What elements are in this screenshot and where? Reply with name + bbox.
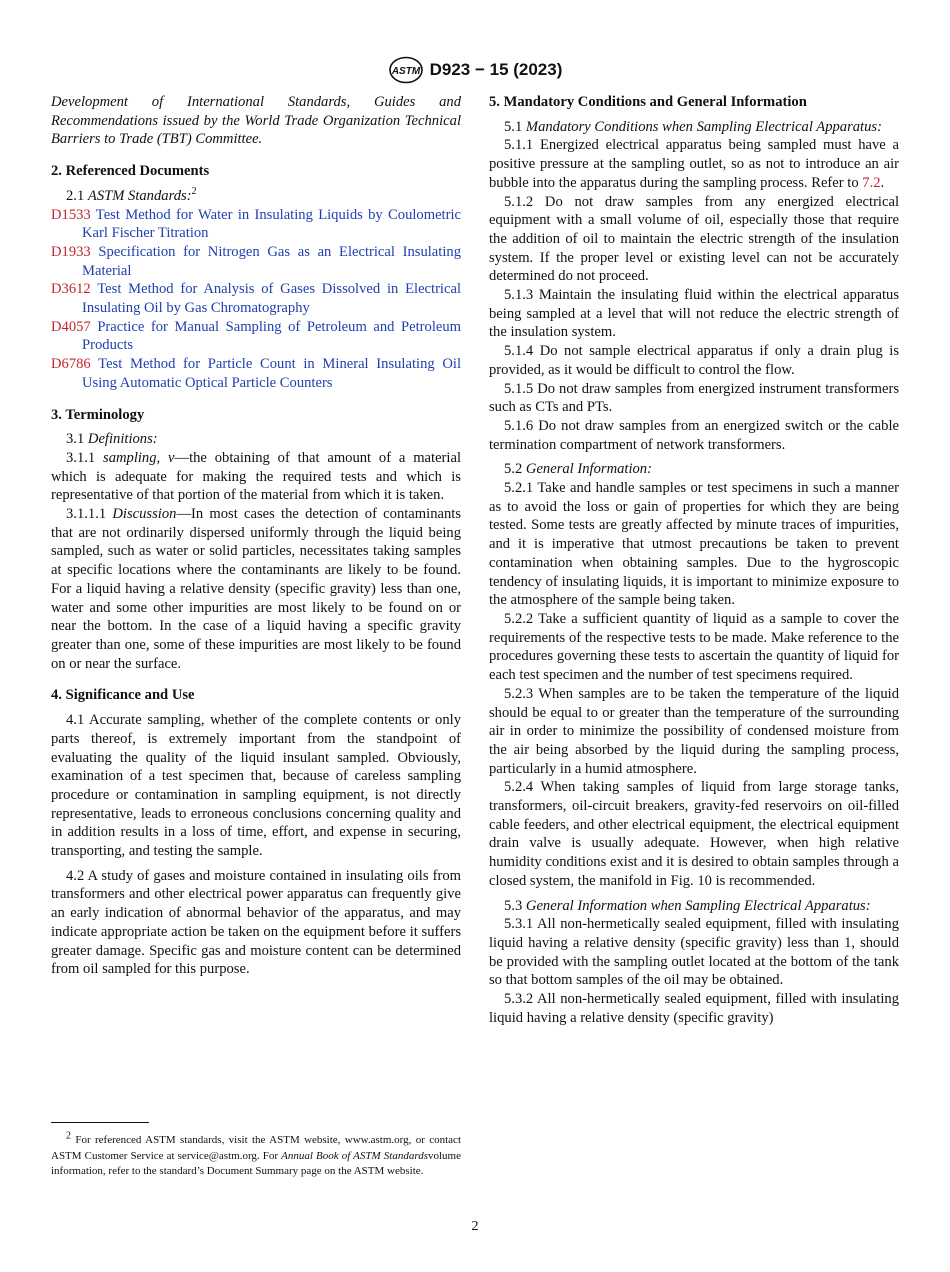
paragraph-4-1: 4.1 Accurate sampling, whether of the complete contents or only parts thereof, is extremely important from the standpoint of evaluating the quality of the liquid insulant sampled. Obviously, examination of a test specimen that, because of careless sampling procedure or contamination in sampling equipment, is not directly representative, leads to erroneous conclusions concerning quality and in addition results in a loss of time, effort, and expense in securing, transporting, and testing the sample. [51, 712, 461, 860]
intro-paragraph: Development of International Standards, Guides and Recommendations issued by the World Trade Organization Technical Barriers to Trade (TBT) Committee. [51, 94, 461, 148]
reference-item[interactable] [51, 280, 461, 317]
reference-item[interactable] [51, 318, 461, 355]
reference-code: D4057 [51, 318, 91, 335]
document-designation: D923 − 15 (2023) [429, 60, 563, 79]
footnote-divider [51, 1122, 149, 1123]
reference-item[interactable] [51, 243, 461, 280]
reference-title: Test Method for Particle Count in Mineral Insulating Oil Using Automatic Optical Particle Counters [82, 356, 462, 391]
section-3-heading: 3. Terminology [51, 406, 145, 423]
paragraph-5-1: 5.1 Mandatory Conditions when Sampling Electrical Apparatus: [504, 118, 882, 135]
reference-title: Specification for Nitrogen Gas as an Electrical Insulating Material [82, 243, 461, 279]
paragraph-5-1-2: 5.1.2 Do not draw samples from any energized electrical equipment with a small volume of oil, especially those that require the addition of oil to maintain the electric strength of the insulation system. If the proper level or existing level can not be accurately determined do not proceed. [489, 193, 899, 285]
astm-logo-text: ASTM [391, 66, 420, 77]
paragraph-5-3-2: 5.3.2 All non-hermetically sealed equipment, filled with insulating liquid having a relative density (specific gravity) [489, 991, 899, 1026]
astm-logo-icon [388, 56, 424, 84]
reference-item[interactable] [51, 206, 461, 243]
reference-title: Test Method for Analysis of Gases Dissolved in Electrical Insulating Oil by Gas Chromatography [82, 281, 461, 317]
footnote: $^2$ For referenced ASTM standards, visit the ASTM website, www.astm.org, or contact ASTM Customer Service at service@astm.org. For Annual Book of ASTM Standardsvolume information, refer to the standard’s Document Summary page on the ASTM website. [51, 1130, 461, 1178]
reference-code: D1933 [51, 243, 91, 260]
cross-reference-link[interactable]: 7.2 [862, 174, 881, 191]
reference-code: D3612 [51, 281, 91, 298]
paragraph-3-1: 3.1 Definitions: [66, 431, 158, 448]
paragraph-5-1-4: 5.1.4 Do not sample electrical apparatus if only a drain plug is provided, as it would be difficult to control the flow. [489, 343, 899, 378]
paragraph-5-2-3: 5.2.3 When samples are to be taken the temperature of the liquid should be equal to or greater than the temperature of the surrounding air in order to minimize the possibility of condensed moisture from the air being absorbed by the liquid during the sampling process, particularly in a humid atmosphere. [489, 685, 899, 777]
paragraph-5-1-3: 5.1.3 Maintain the insulating fluid within the electrical apparatus being sampled at a level that will not reduce the electric strength of the insulation system. [489, 287, 899, 341]
paragraph-5-1-1: 5.1.1 Energized electrical apparatus being sampled must have a positive pressure at the sampling outlet, so as not to introduce an air bubble into the apparatus during the sampling process. Refer to 7.2. [489, 137, 899, 191]
paragraph-5-2-4: 5.2.4 When taking samples of liquid from large storage tanks, transformers, oil-circuit breakers, gravity-fed reservoirs on oil-filled cable feeders, and other electrical equipment, the electrical equipment drain valve is usually adequate. However, when high relative humidity conditions exist and it is desired to obtain samples through a closed system, the manifold in Fig. 10 is recommended. [489, 779, 899, 889]
section-5-heading: 5. Mandatory Conditions and General Information [489, 94, 807, 110]
paragraph-2-1: 2.1 ASTM Standards:$^2$ [66, 185, 197, 204]
paragraph-5-2-1: 5.2.1 Take and handle samples or test specimens in such a manner as to avoid the loss or gain of properties for which they are being tested. Some tests are greatly affected by minute traces of impurities, and it is imperative that utmost precautions be taken to prevent contamination when obtaining samples. Due to the hygroscopic tendency of insulating liquids, it is important to minimize exposure to the atmosphere of the sample being taken. [489, 480, 899, 609]
paragraph-5-1-5: 5.1.5 Do not draw samples from energized instrument transformers such as CTs and PTs. [489, 380, 899, 416]
left-column [51, 93, 461, 979]
paragraph-5-3-1: 5.3.1 All non-hermetically sealed equipment, filled with insulating liquid having a relative density (specific gravity) less than 1, should be provided with the sampling outlet located at the bottom of the tank so that bottom samples of the oil may be obtained. [489, 916, 899, 989]
reference-title: Test Method for Water in Insulating Liquids by Coulometric Karl Fischer Titration [82, 206, 461, 242]
page-header [0, 56, 950, 84]
paragraph-3-1-1-1: 3.1.1.1 Discussion—In most cases the detection of contaminants that are not ordinarily dispersed uniformly through the liquid being sampled, such as water or solid particles, necessitates taking samples at specific locations where the contaminants are likely to be found. For a liquid having a relative density (specific gravity) less than one, water and some other impurities are most likely to be found on or near the bottom. In the case of a liquid having a specific gravity greater than one, some of these impurities are most likely to be found on or near the surface. [51, 506, 461, 672]
reference-code: D1533 [51, 206, 91, 223]
section-2-heading: 2. Referenced Documents [51, 163, 210, 180]
reference-title: Practice for Manual Sampling of Petroleum and Petroleum Products [82, 318, 461, 354]
paragraph-5-1-6: 5.1.6 Do not draw samples from an energized switch or the cable termination compartment of network transformers. [489, 417, 899, 453]
section-4-heading: 4. Significance and Use [51, 687, 195, 704]
reference-code: D6786 [51, 356, 91, 373]
reference-item[interactable] [51, 355, 461, 392]
paragraph-4-2: 4.2 A study of gases and moisture contained in insulating oils from transformers and other electrical power apparatus can frequently give an early indication of abnormal behavior of the apparatus, and may indicate appropriate action be taken on the equipment before it suffers greater damage. Specific gas and moisture content can be determined from oil sampled for this purpose. [51, 867, 461, 978]
paragraph-5-2: 5.2 General Information: [504, 461, 652, 478]
referenced-documents-list [51, 206, 461, 393]
paragraph-5-3: 5.3 General Information when Sampling Electrical Apparatus: [504, 897, 871, 914]
paragraph-3-1-1: 3.1.1 sampling, v—the obtaining of that amount of a material which is adequate for making the required tests and which is representative of that portion of the material from which it is taken. [51, 449, 462, 504]
page-number: 2 [471, 1219, 479, 1234]
paragraph-5-2-2: 5.2.2 Take a sufficient quantity of liquid as a sample to cover the requirements of the respective tests to be made. Make reference to the procedures governing these tests to ascertain the quantity of liquid for each test specimen and the number of test specimens required. [489, 610, 899, 684]
right-column [489, 93, 899, 1027]
